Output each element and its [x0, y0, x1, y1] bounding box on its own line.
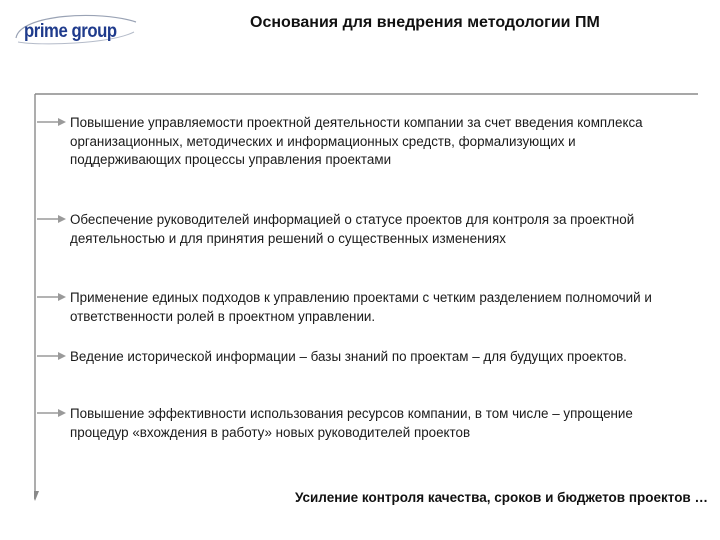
list-item-text: Обеспечение руководителей информацией о статусе проектов для контроля за проектной деятельностью и для принятия решений о существенных изменениях — [70, 212, 635, 246]
arrow-right-icon — [37, 407, 67, 419]
arrow-right-icon — [37, 116, 67, 128]
list-item-text: Применение единых подходов к управлению проектами с четким разделением полномочий и ответственности ролей в проектном управлении. — [70, 290, 652, 324]
page-title: Основания для внедрения методологии ПМ — [250, 14, 600, 31]
arrow-right-icon — [37, 350, 67, 362]
arrow-right-icon — [37, 291, 67, 303]
conclusion-text: Усиление контроля качества, сроков и бюджетов проектов … — [294, 490, 708, 505]
logo-text: prime group — [24, 21, 117, 42]
list-item-text: Ведение исторической информации – базы знаний по проектам – для будущих проектов. — [70, 349, 627, 364]
list-item-text: Повышение эффективности использования ресурсов компании, в том числе – упрощение процедур «вхождения в работу» новых руководителей проектов — [70, 406, 633, 440]
logo — [10, 8, 140, 48]
list-item-text: Повышение управляемости проектной деятельности компании за счет введения комплекса организационных, методических и информационных средств, формализующих и поддерживающих процессы управления проектами — [70, 115, 643, 168]
arrow-right-icon — [37, 213, 67, 225]
